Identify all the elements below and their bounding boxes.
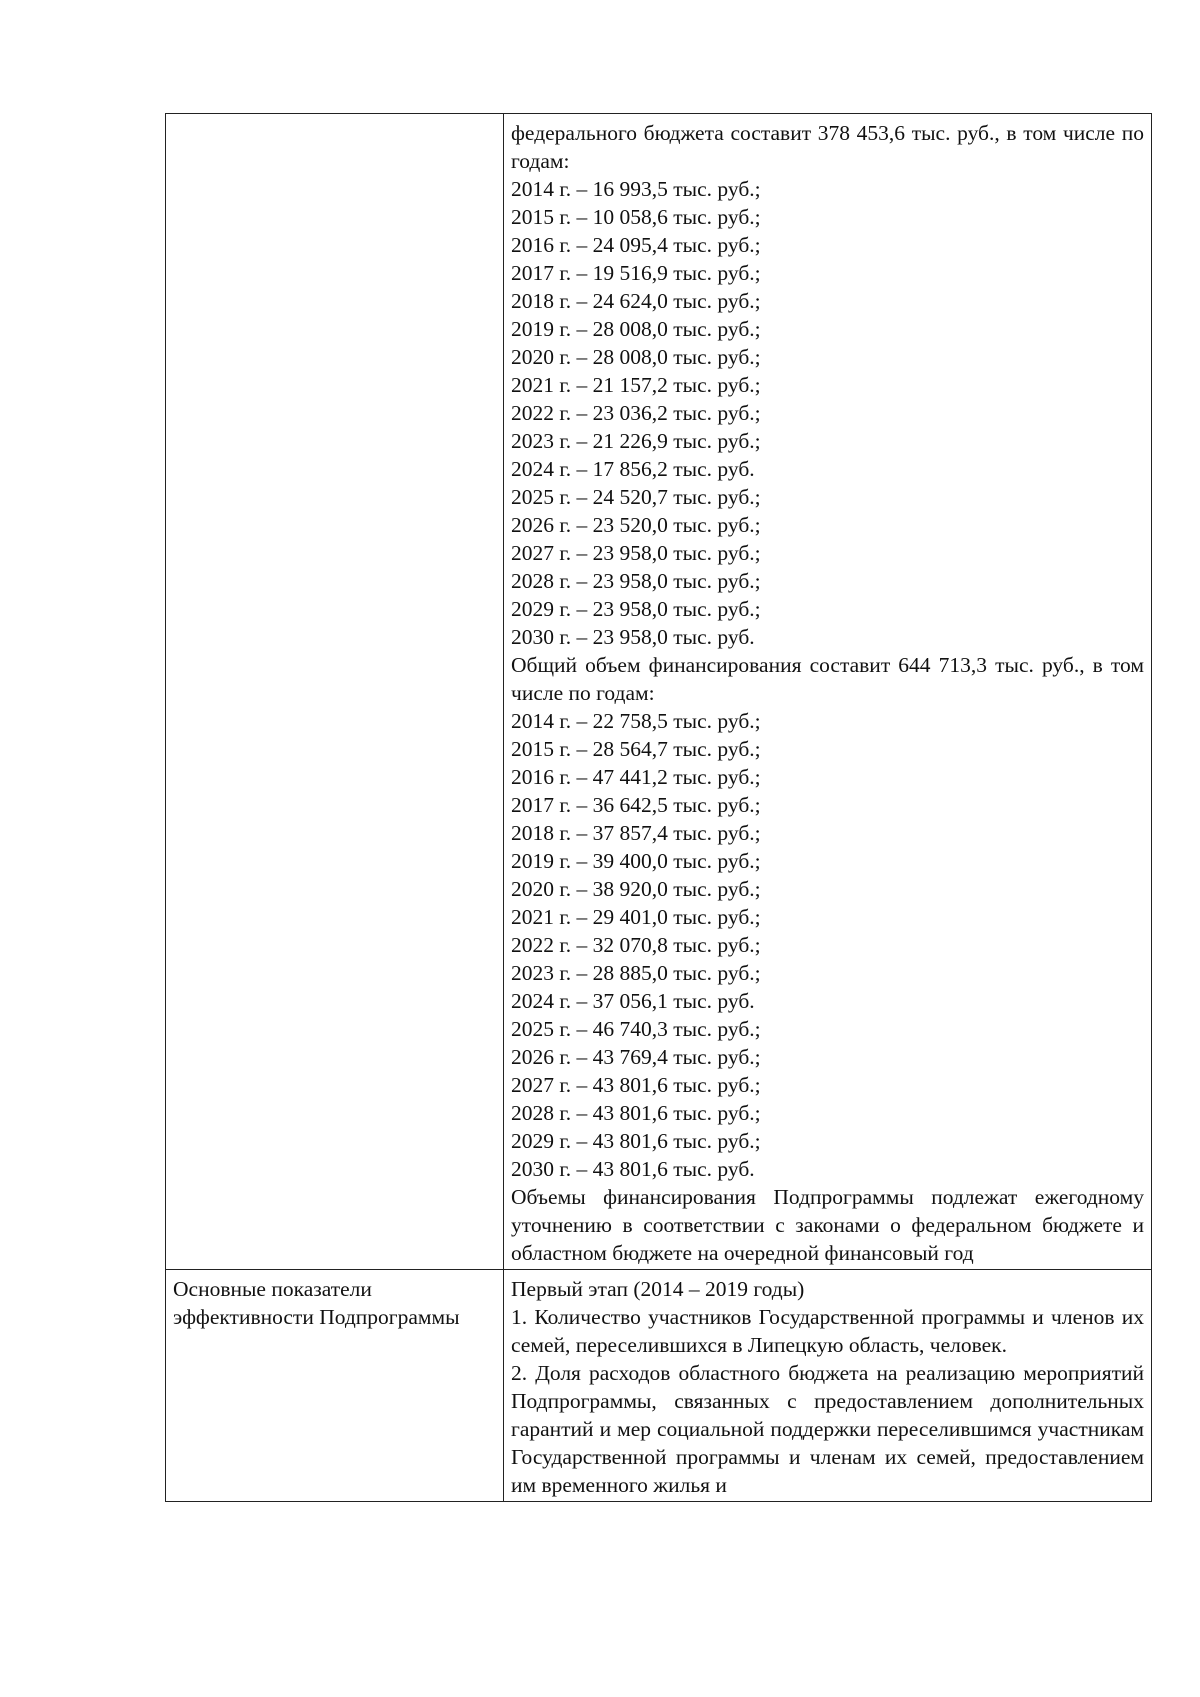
indicators-label-line1: Основные показатели — [173, 1277, 372, 1301]
year-amount-line: 2021 г. – 21 157,2 тыс. руб.; — [511, 373, 761, 397]
year-amount-line: 2023 г. – 21 226,9 тыс. руб.; — [511, 429, 761, 453]
year-amount-line: 2015 г. – 10 058,6 тыс. руб.; — [511, 205, 761, 229]
year-amount-line: 2014 г. – 16 993,5 тыс. руб.; — [511, 177, 761, 201]
year-amount-line: 2015 г. – 28 564,7 тыс. руб.; — [511, 737, 761, 761]
year-amount-line: 2028 г. – 43 801,6 тыс. руб.; — [511, 1101, 761, 1125]
year-amount-line: 2019 г. – 28 008,0 тыс. руб.; — [511, 317, 761, 341]
year-amount-line: 2025 г. – 46 740,3 тыс. руб.; — [511, 1017, 761, 1041]
year-amount-line: 2029 г. – 43 801,6 тыс. руб.; — [511, 1129, 761, 1153]
cell-financing — [504, 114, 1152, 1270]
year-amount-line: 2028 г. – 23 958,0 тыс. руб.; — [511, 569, 761, 593]
year-amount-line: 2026 г. – 23 520,0 тыс. руб.; — [511, 513, 761, 537]
total-financing-intro: Общий объем финансирования составит 644 713,3 тыс. руб., в том числе по годам: — [511, 653, 1144, 705]
total-by-year-list — [511, 707, 1144, 1183]
federal-budget-intro: федерального бюджета составит 378 453,6 тыс. руб., в том числе по годам: — [511, 121, 1144, 173]
stage-title: Первый этап (2014 – 2019 годы) — [511, 1277, 805, 1301]
year-amount-line: 2026 г. – 43 769,4 тыс. руб.; — [511, 1045, 761, 1069]
year-amount-line: 2016 г. – 24 095,4 тыс. руб.; — [511, 233, 761, 257]
year-amount-line: 2022 г. – 32 070,8 тыс. руб.; — [511, 933, 761, 957]
federal-by-year-list — [511, 175, 1144, 651]
year-amount-line: 2027 г. – 23 958,0 тыс. руб.; — [511, 541, 761, 565]
year-amount-line: 2020 г. – 28 008,0 тыс. руб.; — [511, 345, 761, 369]
financing-note: Объемы финансирования Подпрограммы подлежат ежегодному уточнению в соответствии с законами о федеральном бюджете и областном бюджете на очередной финансовый год — [511, 1185, 1144, 1265]
year-amount-line: 2018 г. – 24 624,0 тыс. руб.; — [511, 289, 761, 313]
year-amount-line: 2018 г. – 37 857,4 тыс. руб.; — [511, 821, 761, 845]
table-row-financing — [166, 114, 1152, 1270]
year-amount-line: 2024 г. – 37 056,1 тыс. руб. — [511, 989, 755, 1013]
year-amount-line: 2025 г. – 24 520,7 тыс. руб.; — [511, 485, 761, 509]
indicators-label-line2: эффективности Подпрограммы — [173, 1305, 460, 1329]
program-passport-table — [165, 113, 1152, 1502]
year-amount-line: 2029 г. – 23 958,0 тыс. руб.; — [511, 597, 761, 621]
year-amount-line: 2030 г. – 23 958,0 тыс. руб. — [511, 625, 755, 649]
indicator-2: 2. Доля расходов областного бюджета на реализацию мероприятий Подпрограммы, связанных с предоставлением дополнительных гарантий и мер социальной поддержки переселившимся участникам Государственной программы и членам их семей, предоставлением им временного жилья и — [511, 1361, 1144, 1497]
indicator-1: 1. Количество участников Государственной программы и членов их семей, переселившихся в Липецкую область, человек. — [511, 1305, 1144, 1357]
year-amount-line: 2017 г. – 19 516,9 тыс. руб.; — [511, 261, 761, 285]
year-amount-line: 2027 г. – 43 801,6 тыс. руб.; — [511, 1073, 761, 1097]
cell-indicators-label — [166, 1270, 504, 1502]
year-amount-line: 2016 г. – 47 441,2 тыс. руб.; — [511, 765, 761, 789]
year-amount-line: 2023 г. – 28 885,0 тыс. руб.; — [511, 961, 761, 985]
table-row-indicators — [166, 1270, 1152, 1502]
year-amount-line: 2021 г. – 29 401,0 тыс. руб.; — [511, 905, 761, 929]
year-amount-line: 2014 г. – 22 758,5 тыс. руб.; — [511, 709, 761, 733]
year-amount-line: 2024 г. – 17 856,2 тыс. руб. — [511, 457, 755, 481]
cell-empty-label — [166, 114, 504, 1270]
cell-indicators — [504, 1270, 1152, 1502]
year-amount-line: 2020 г. – 38 920,0 тыс. руб.; — [511, 877, 761, 901]
year-amount-line: 2030 г. – 43 801,6 тыс. руб. — [511, 1157, 755, 1181]
year-amount-line: 2017 г. – 36 642,5 тыс. руб.; — [511, 793, 761, 817]
year-amount-line: 2022 г. – 23 036,2 тыс. руб.; — [511, 401, 761, 425]
year-amount-line: 2019 г. – 39 400,0 тыс. руб.; — [511, 849, 761, 873]
